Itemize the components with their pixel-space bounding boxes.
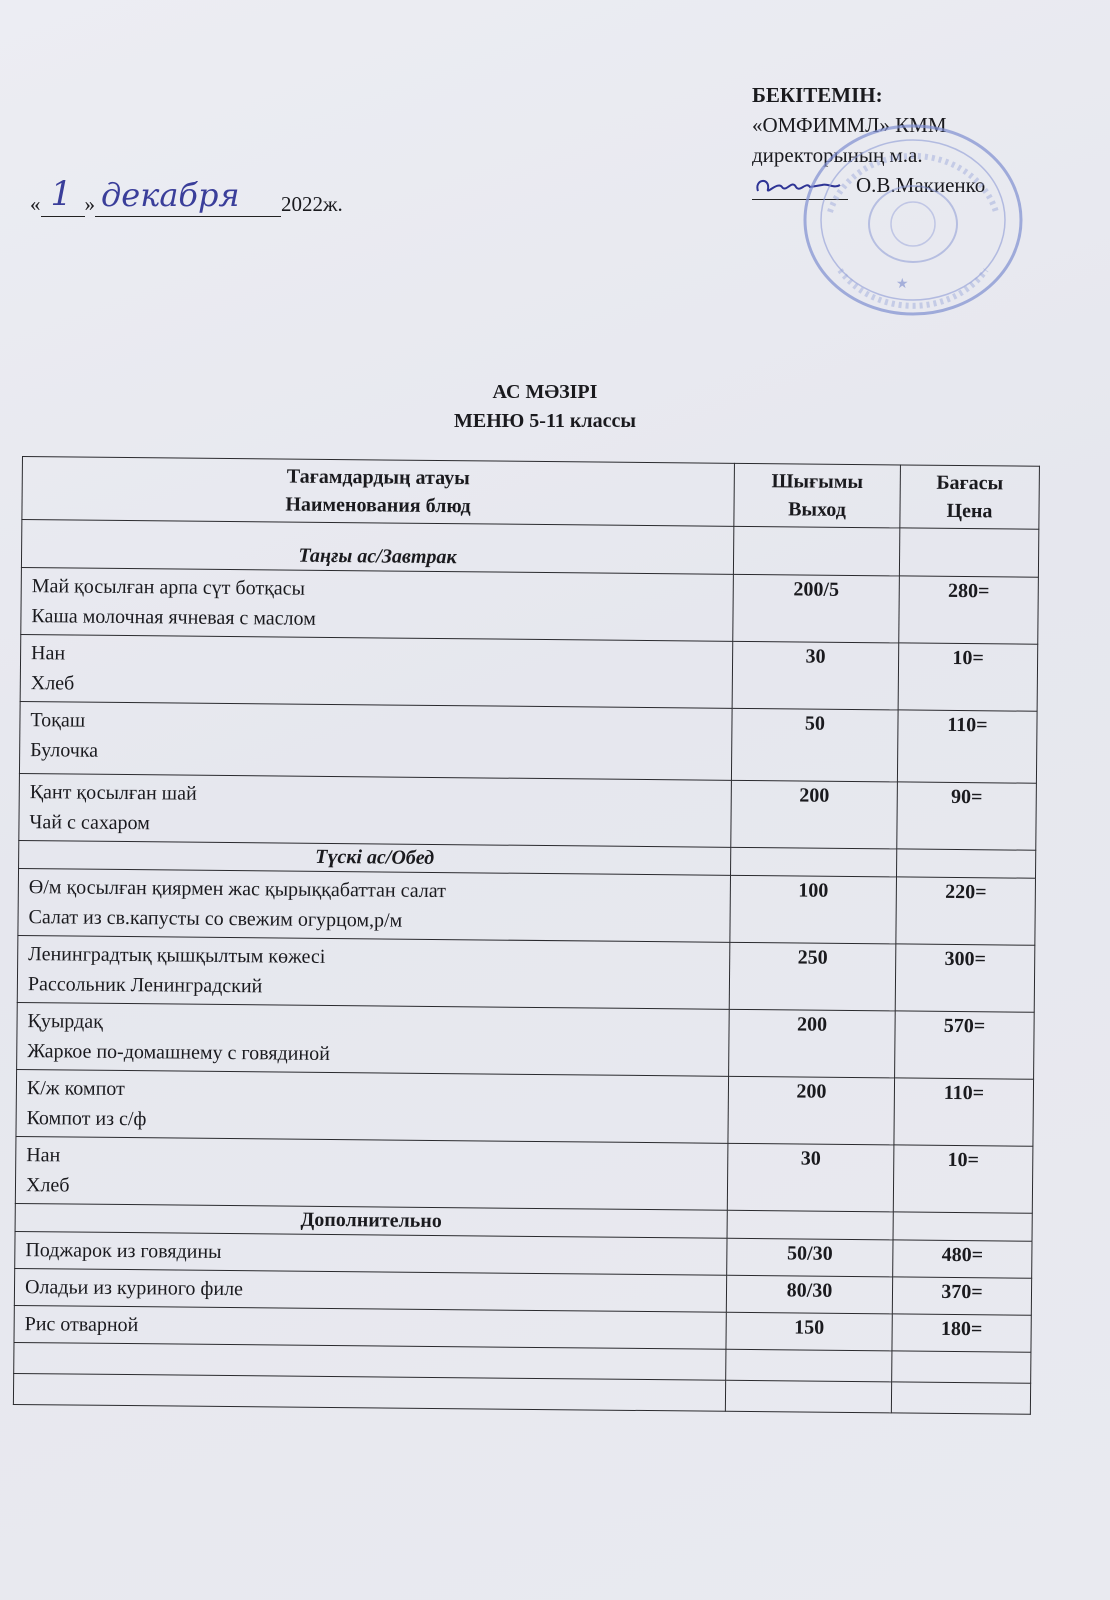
dish-name-kz: Қуырдақ: [27, 1010, 103, 1033]
dish-name-ru: Чай с сахаром: [29, 811, 150, 835]
empty-cell: [726, 1349, 892, 1382]
dish-price: 480=: [893, 1240, 1032, 1278]
dish-yield: 100: [730, 875, 897, 944]
header-yield: [734, 463, 901, 528]
table-header-row: [22, 457, 1040, 530]
title-ru: МЕНЮ 5-11 классы: [454, 410, 636, 432]
empty-cell: [13, 1373, 725, 1411]
header-price-ru: Цена: [946, 499, 993, 523]
dish-price: 570=: [895, 1011, 1035, 1079]
table-row: [17, 935, 1035, 1012]
dish-price: 10=: [893, 1145, 1033, 1213]
dish-name: Поджарок из говядины: [15, 1231, 727, 1275]
dish-name-kz: Май қосылған арпа сүт ботқасы: [31, 575, 306, 600]
dish-name: [18, 868, 731, 942]
date-open-quote: «: [30, 192, 41, 216]
section-empty-cell: [733, 526, 899, 576]
approval-org: «ОМФИММЛ» КММ: [752, 113, 947, 137]
dish-name-ru: Хлеб: [30, 672, 75, 695]
approval-role: директорының м.а.: [752, 143, 923, 167]
page-title: [0, 378, 1090, 436]
dish-price: 180=: [892, 1314, 1031, 1352]
date-close-quote: »: [84, 192, 95, 216]
section-lunch-label: Түскі ас/Обед: [19, 840, 731, 875]
header-yield-ru: Выход: [788, 498, 846, 521]
dish-price: 370=: [892, 1277, 1031, 1315]
dish-name-kz: Тоқаш: [30, 709, 86, 732]
dish-yield: 200/5: [733, 574, 900, 643]
dish-price: 300=: [895, 944, 1035, 1012]
dish-name-ru: Каша молочная ячневая с маслом: [31, 605, 316, 630]
dish-yield: 200: [728, 1076, 895, 1145]
header-yield-kz: Шығымы: [771, 470, 864, 494]
dish-name-kz: К/ж компот: [26, 1077, 125, 1101]
table-row: [19, 701, 1037, 783]
dish-yield: 250: [729, 942, 896, 1011]
dish-price: 110=: [897, 710, 1037, 783]
section-empty-cell: [727, 1210, 893, 1240]
table-row: [18, 868, 1036, 945]
dish-yield: 150: [726, 1312, 892, 1351]
svg-text:★: ★: [896, 276, 909, 292]
title-kz: АС МӘЗІРІ: [492, 381, 598, 403]
dish-price: 10=: [898, 643, 1038, 711]
dish-yield: 80/30: [726, 1275, 892, 1314]
empty-cell: [725, 1380, 891, 1413]
dish-name-ru: Булочка: [30, 739, 99, 762]
approval-signer: О.В.Макиенко: [856, 173, 986, 197]
date-day-blank: [41, 174, 85, 217]
dish-name-ru: Хлеб: [25, 1174, 70, 1197]
section-extra-label: Дополнительно: [15, 1203, 727, 1238]
dish-name: [15, 1136, 728, 1210]
dish-price: 220=: [896, 877, 1036, 945]
section-empty-cell: [896, 849, 1035, 878]
date-month: декабря: [101, 176, 240, 214]
dish-name-kz: Нан: [26, 1144, 61, 1167]
dish-name: Оладьи из куриного филе: [14, 1268, 726, 1312]
section-empty-cell: [899, 528, 1038, 577]
dish-price: 110=: [894, 1078, 1034, 1146]
dish-name-ru: Рассольник Ленинградский: [27, 973, 263, 998]
section-empty-cell: [731, 847, 897, 877]
header-price-kz: Бағасы: [936, 471, 1004, 495]
header-name: [22, 457, 735, 527]
section-breakfast-label: Таңғы ас/Завтрак: [21, 520, 733, 575]
dish-name-kz: Қант қосылған шай: [29, 781, 197, 805]
section-empty-cell: [893, 1212, 1032, 1241]
dish-name: [16, 1069, 729, 1143]
header-name-ru: Наименования блюд: [285, 493, 471, 518]
dish-name-kz: Ленинградтық қышқылтым көжесі: [28, 943, 326, 968]
dish-price: 90=: [897, 782, 1037, 850]
dish-name-ru: Компот из с/ф: [26, 1107, 147, 1131]
date-month-blank: [95, 176, 281, 217]
dish-name-ru: Салат из св.капусты со свежим огурцом,р/м: [28, 906, 403, 932]
approval-heading: БЕКІТЕМІН:: [752, 83, 883, 107]
menu-table: [13, 456, 1040, 1415]
table-row: [21, 567, 1039, 644]
dish-yield: 200: [731, 780, 898, 849]
dish-name: [17, 1002, 730, 1076]
seal-icon: [800, 120, 1026, 320]
table-row: [15, 1136, 1033, 1213]
dish-name: [21, 567, 734, 641]
dish-name-ru: Жаркое по-домашнему с говядиной: [27, 1040, 330, 1065]
dish-name-kz: Нан: [31, 642, 66, 665]
dish-yield: 50/30: [727, 1238, 893, 1277]
document-date: [30, 174, 343, 217]
header-name-kz: Тағамдардың атауы: [286, 465, 470, 490]
dish-yield: 50: [731, 708, 898, 782]
empty-cell: [892, 1351, 1031, 1383]
dish-yield: 30: [732, 641, 899, 710]
dish-price: 280=: [899, 576, 1039, 644]
dish-yield: 200: [729, 1009, 896, 1078]
table-row: [17, 1002, 1035, 1079]
dish-name: [19, 773, 732, 847]
dish-name: [19, 701, 732, 780]
table-row: [16, 1069, 1034, 1146]
table-row: [20, 634, 1038, 711]
dish-name: [17, 935, 730, 1009]
dish-name-kz: Ө/м қосылған қиярмен жас қырыққабаттан салат: [28, 876, 447, 903]
date-year: 2022ж.: [281, 192, 343, 216]
table-row: [19, 773, 1037, 850]
dish-name: Рис отварной: [14, 1305, 726, 1349]
date-day: 1: [50, 174, 73, 214]
dish-name: [20, 634, 733, 708]
official-seal: [800, 120, 1026, 320]
dish-yield: 30: [727, 1143, 894, 1212]
empty-cell: [891, 1382, 1030, 1414]
header-price: [900, 465, 1040, 529]
